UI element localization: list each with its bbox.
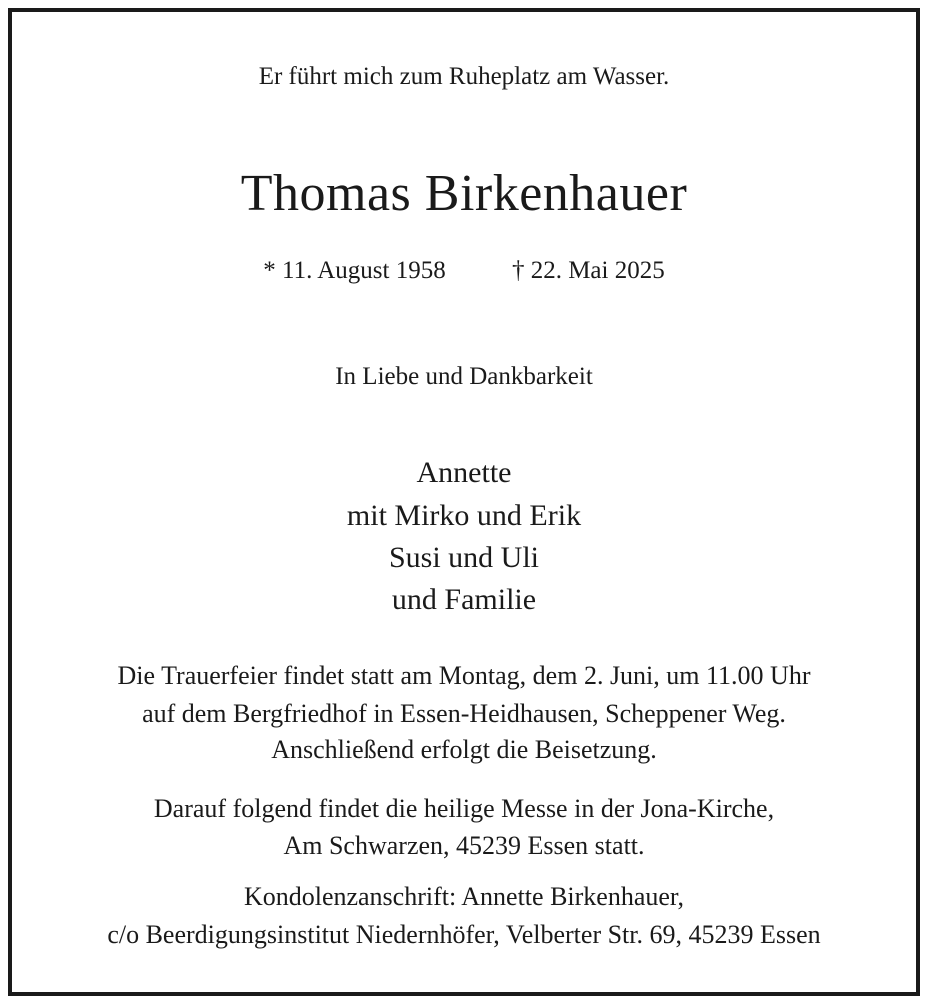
mourner-line: Annette [416, 456, 512, 489]
funeral-info-line: Anschließend erfolgt die Beisetzung. [271, 735, 657, 764]
motto-verse: Er führt mich zum Ruheplatz am Wasser. [258, 63, 670, 90]
life-dates [0, 258, 928, 283]
condolence-address-line: c/o Beerdigungsinstitut Niedernhöfer, Velberter Str. 69, 45239 Essen [107, 920, 821, 949]
mourner-line: und Familie [391, 583, 537, 616]
mourner-line: mit Mirko und Erik [346, 499, 582, 532]
funeral-info-line: Die Trauerfeier findet statt am Montag, dem 2. Juni, um 11.00 Uhr [117, 661, 811, 690]
condolence-address-line: Kondolenzanschrift: Annette Birkenhauer, [243, 882, 685, 911]
funeral-info-line: auf dem Bergfriedhof in Essen-Heidhausen, Scheppener Weg. [142, 699, 786, 728]
death-date: † 22. Mai 2025 [511, 257, 665, 284]
mass-info-line: Darauf folgend findet die heilige Messe in der Jona-Kirche, [153, 794, 775, 823]
mourner-line: Susi und Uli [388, 541, 540, 574]
deceased-name: Thomas Birkenhauer [240, 165, 688, 222]
mass-info-line: Am Schwarzen, 45239 Essen statt. [283, 831, 645, 860]
birth-date: * 11. August 1958 [263, 257, 446, 284]
dedication-text: In Liebe und Dankbarkeit [335, 363, 593, 390]
